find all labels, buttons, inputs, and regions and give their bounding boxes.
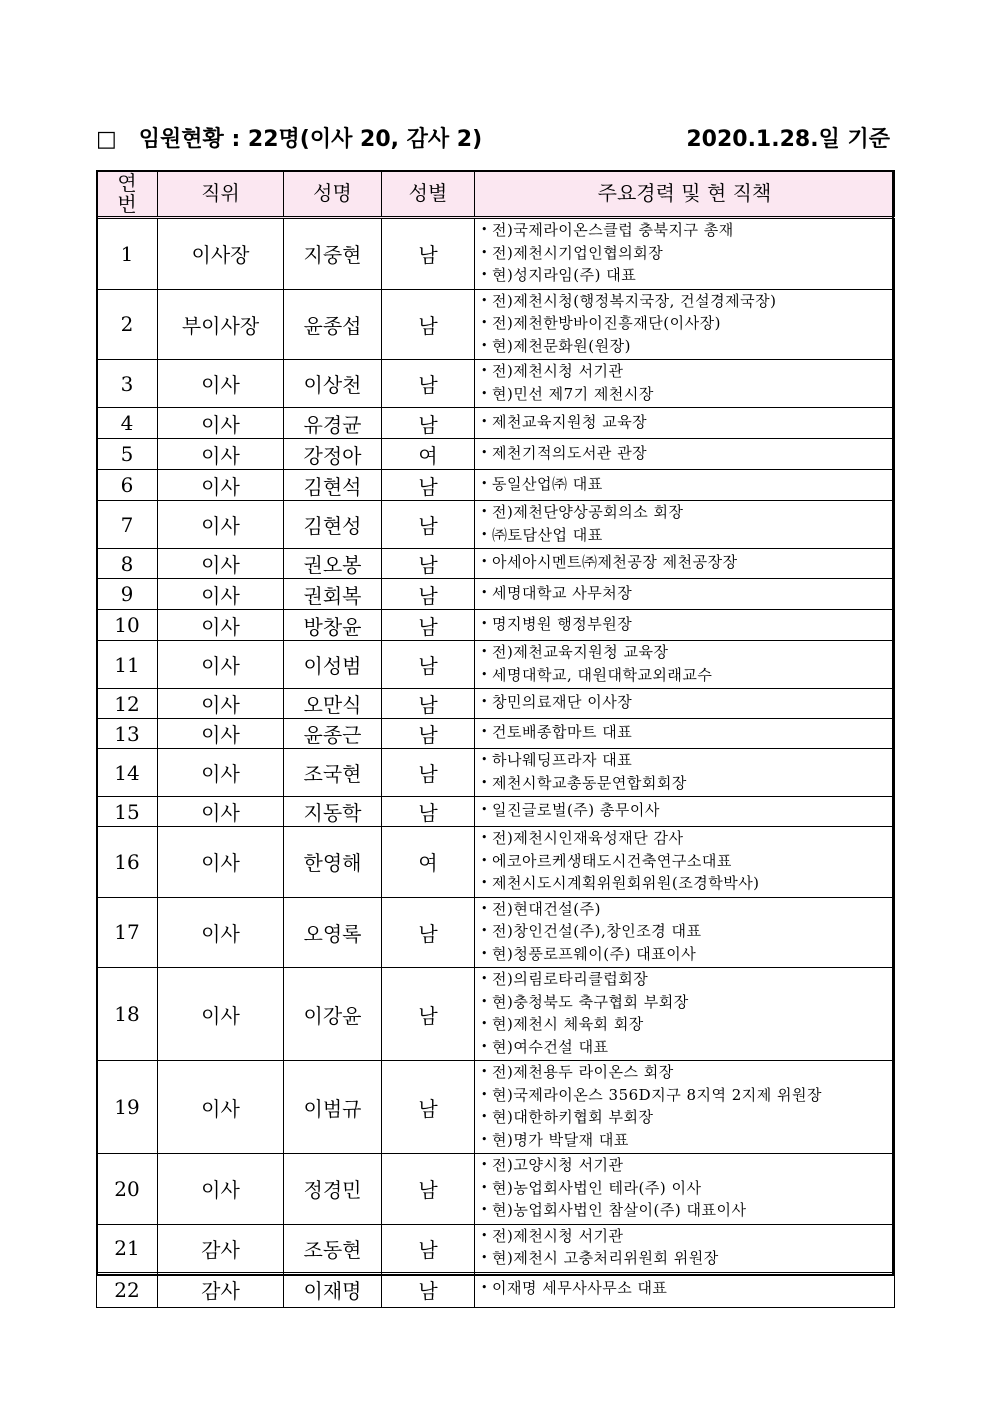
career-item: • 현)농업회사법인 테라(주) 이사: [481, 1178, 890, 1201]
cell-name: 조국현: [284, 749, 382, 797]
cell-position: 이사: [158, 579, 284, 610]
career-item: • 제천시도시계획위원회위원(조경학박사): [481, 873, 890, 896]
cell-career: [475, 689, 895, 719]
career-item: • 일진글로벌(주) 총무이사: [481, 800, 890, 823]
career-item: • 전)의림로타리클럽회장: [481, 969, 890, 992]
table-row: [97, 827, 895, 898]
career-item: • 제천기적의도서관 관장: [481, 443, 890, 466]
cell-gender: 남: [382, 689, 475, 719]
table-row: [97, 218, 895, 290]
career-item: • 현)명가 박달재 대표: [481, 1130, 890, 1153]
cell-number: 5: [97, 439, 158, 470]
career-item: • 현)여수건설 대표: [481, 1037, 890, 1060]
header-number: 연 번: [97, 171, 158, 218]
table-row: [97, 1061, 895, 1154]
cell-gender: 남: [382, 549, 475, 579]
cell-position: 이사: [158, 408, 284, 439]
page-title: 임원현황 : 22명(이사 20, 감사 2): [138, 127, 483, 152]
cell-gender: 남: [382, 749, 475, 797]
cell-gender: 남: [382, 1272, 475, 1307]
cell-gender: 남: [382, 719, 475, 749]
cell-position: 이사: [158, 897, 284, 968]
cell-position: 이사: [158, 641, 284, 689]
career-item: • 현)제천시 체육회 회장: [481, 1014, 890, 1037]
cell-position: 이사장: [158, 218, 284, 290]
cell-career: [475, 968, 895, 1061]
table-row: [97, 408, 895, 439]
cell-gender: 남: [382, 579, 475, 610]
document-heading: [96, 122, 890, 158]
cell-number: 3: [97, 360, 158, 408]
cell-gender: 남: [382, 470, 475, 501]
cell-position: 이사: [158, 689, 284, 719]
cell-number: 18: [97, 968, 158, 1061]
career-item: • 현)청풍로프웨이(주) 대표이사: [481, 944, 890, 967]
career-item: • 창민의료재단 이사장: [481, 692, 890, 715]
cell-career: [475, 827, 895, 898]
cell-name: 이성범: [284, 641, 382, 689]
table-row: [97, 289, 895, 360]
cell-name: 오영록: [284, 897, 382, 968]
career-item: • 현)제천문화원(원장): [481, 336, 890, 359]
header-position: 직위: [158, 171, 284, 218]
reference-date: 2020.1.28.일 기준: [686, 127, 890, 152]
cell-number: 7: [97, 501, 158, 549]
cell-number: 1: [97, 218, 158, 290]
cell-career: [475, 408, 895, 439]
career-item: • 현)민선 제7기 제천시장: [481, 384, 890, 407]
header-gender: 성별: [382, 171, 475, 218]
cell-career: [475, 749, 895, 797]
cell-gender: 남: [382, 968, 475, 1061]
career-item: • 이재명 세무사사무소 대표: [481, 1278, 890, 1301]
cell-name: 김현석: [284, 470, 382, 501]
career-item: • 전)현대건설(주): [481, 899, 890, 922]
cell-position: 이사: [158, 439, 284, 470]
cell-gender: 남: [382, 289, 475, 360]
cell-gender: 남: [382, 1224, 475, 1272]
cell-number: 11: [97, 641, 158, 689]
table-row: [97, 897, 895, 968]
cell-name: 한영해: [284, 827, 382, 898]
table-body: [97, 218, 895, 1308]
table-row: [97, 797, 895, 827]
header-name: 성명: [284, 171, 382, 218]
cell-name: 윤종근: [284, 719, 382, 749]
cell-position: 이사: [158, 549, 284, 579]
officers-table: [96, 170, 895, 1308]
cell-number: 15: [97, 797, 158, 827]
cell-gender: 여: [382, 827, 475, 898]
table-row: [97, 749, 895, 797]
table-row: [97, 549, 895, 579]
career-item: • 현)국제라이온스 356D지구 8지역 2지제 위원장: [481, 1085, 890, 1108]
cell-number: 2: [97, 289, 158, 360]
table-row: [97, 719, 895, 749]
cell-name: 이강윤: [284, 968, 382, 1061]
career-item: • ㈜토담산업 대표: [481, 525, 890, 548]
cell-position: 이사: [158, 749, 284, 797]
career-item: • 전)국제라이온스클럽 충북지구 총재: [481, 220, 890, 243]
cell-position: 이사: [158, 968, 284, 1061]
career-item: • 전)제천시청(행정복지국장, 건설경제국장): [481, 291, 890, 314]
cell-career: [475, 579, 895, 610]
cell-number: 13: [97, 719, 158, 749]
cell-career: [475, 1272, 895, 1307]
cell-gender: 여: [382, 439, 475, 470]
cell-position: 이사: [158, 797, 284, 827]
career-item: • 세명대학교, 대원대학교외래교수: [481, 665, 890, 688]
cell-number: 17: [97, 897, 158, 968]
cell-career: [475, 719, 895, 749]
cell-name: 윤종섭: [284, 289, 382, 360]
cell-position: 이사: [158, 470, 284, 501]
career-item: • 건토배종합마트 대표: [481, 722, 890, 745]
cell-career: [475, 501, 895, 549]
career-item: • 전)제천단양상공회의소 회장: [481, 502, 890, 525]
cell-gender: 남: [382, 641, 475, 689]
career-item: • 전)제천시청 서기관: [481, 1226, 890, 1249]
career-item: • 전)창인건설(주),창인조경 대표: [481, 921, 890, 944]
cell-position: 감사: [158, 1224, 284, 1272]
cell-gender: 남: [382, 1061, 475, 1154]
table-row: [97, 501, 895, 549]
cell-name: 조동현: [284, 1224, 382, 1272]
cell-position: 이사: [158, 827, 284, 898]
career-item: • 세명대학교 사무처장: [481, 583, 890, 606]
cell-position: 부이사장: [158, 289, 284, 360]
cell-name: 이상천: [284, 360, 382, 408]
table-row: [97, 689, 895, 719]
cell-position: 이사: [158, 501, 284, 549]
cell-name: 지중현: [284, 218, 382, 290]
career-item: • 전)제천교육지원청 교육장: [481, 642, 890, 665]
career-item: • 동일산업㈜ 대표: [481, 474, 890, 497]
career-item: • 현)충청북도 축구협회 부회장: [481, 992, 890, 1015]
cell-number: 12: [97, 689, 158, 719]
career-item: • 명지병원 행정부원장: [481, 614, 890, 637]
cell-name: 정경민: [284, 1154, 382, 1225]
cell-name: 이재명: [284, 1272, 382, 1307]
cell-gender: 남: [382, 408, 475, 439]
table-row: [97, 610, 895, 641]
cell-career: [475, 470, 895, 501]
cell-name: 지동학: [284, 797, 382, 827]
table-row: [97, 968, 895, 1061]
cell-gender: 남: [382, 797, 475, 827]
table-row: [97, 579, 895, 610]
cell-number: 14: [97, 749, 158, 797]
checkbox-square-icon: □: [96, 127, 117, 152]
heading-title-group: [96, 122, 482, 153]
table-header-row: [97, 171, 895, 218]
career-item: • 에코아르케생태도시건축연구소대표: [481, 851, 890, 874]
cell-gender: 남: [382, 218, 475, 290]
cell-number: 22: [97, 1272, 158, 1307]
cell-number: 9: [97, 579, 158, 610]
cell-number: 10: [97, 610, 158, 641]
career-item: • 하나웨딩프라자 대표: [481, 750, 890, 773]
cell-number: 4: [97, 408, 158, 439]
cell-career: [475, 218, 895, 290]
cell-career: [475, 641, 895, 689]
cell-career: [475, 289, 895, 360]
cell-name: 방창윤: [284, 610, 382, 641]
cell-career: [475, 797, 895, 827]
table-row: [97, 1224, 895, 1272]
cell-name: 유경균: [284, 408, 382, 439]
cell-gender: 남: [382, 1154, 475, 1225]
cell-name: 권회복: [284, 579, 382, 610]
cell-career: [475, 1224, 895, 1272]
cell-career: [475, 439, 895, 470]
cell-career: [475, 1154, 895, 1225]
table-row: [97, 641, 895, 689]
cell-position: 이사: [158, 610, 284, 641]
career-item: • 전)제천시인재육성재단 감사: [481, 828, 890, 851]
cell-gender: 남: [382, 501, 475, 549]
cell-number: 6: [97, 470, 158, 501]
cell-number: 21: [97, 1224, 158, 1272]
cell-position: 이사: [158, 719, 284, 749]
cell-name: 김현성: [284, 501, 382, 549]
table-row: [97, 360, 895, 408]
cell-number: 19: [97, 1061, 158, 1154]
table-row: [97, 1154, 895, 1225]
cell-number: 8: [97, 549, 158, 579]
table-row: [97, 1272, 895, 1307]
career-item: • 현)성지라임(주) 대표: [481, 265, 890, 288]
career-item: • 현)제천시 고충처리위원회 위원장: [481, 1248, 890, 1271]
cell-gender: 남: [382, 897, 475, 968]
header-career: 주요경력 및 현 직책: [475, 171, 895, 218]
cell-gender: 남: [382, 360, 475, 408]
table-row: [97, 439, 895, 470]
career-item: • 현)농업회사법인 참살이(주) 대표이사: [481, 1200, 890, 1223]
career-item: • 현)대한하키협회 부회장: [481, 1107, 890, 1130]
cell-name: 오만식: [284, 689, 382, 719]
cell-position: 이사: [158, 1061, 284, 1154]
cell-position: 이사: [158, 360, 284, 408]
cell-position: 감사: [158, 1272, 284, 1307]
career-item: • 전)제천시기업인협의회장: [481, 243, 890, 266]
cell-number: 20: [97, 1154, 158, 1225]
career-item: • 전)제천한방바이진흥재단(이사장): [481, 313, 890, 336]
cell-position: 이사: [158, 1154, 284, 1225]
cell-name: 권오봉: [284, 549, 382, 579]
cell-gender: 남: [382, 610, 475, 641]
career-item: • 전)고양시청 서기관: [481, 1155, 890, 1178]
career-item: • 전)제천시청 서기관: [481, 361, 890, 384]
cell-career: [475, 549, 895, 579]
cell-career: [475, 360, 895, 408]
cell-career: [475, 610, 895, 641]
cell-career: [475, 1061, 895, 1154]
career-item: • 제천교육지원청 교육장: [481, 412, 890, 435]
career-item: • 전)제천용두 라이온스 회장: [481, 1062, 890, 1085]
career-item: • 제천시학교총동문연합회회장: [481, 773, 890, 796]
table-row: [97, 470, 895, 501]
career-item: • 아세아시멘트㈜제천공장 제천공장장: [481, 552, 890, 575]
cell-career: [475, 897, 895, 968]
cell-name: 이범규: [284, 1061, 382, 1154]
cell-name: 강정아: [284, 439, 382, 470]
cell-number: 16: [97, 827, 158, 898]
